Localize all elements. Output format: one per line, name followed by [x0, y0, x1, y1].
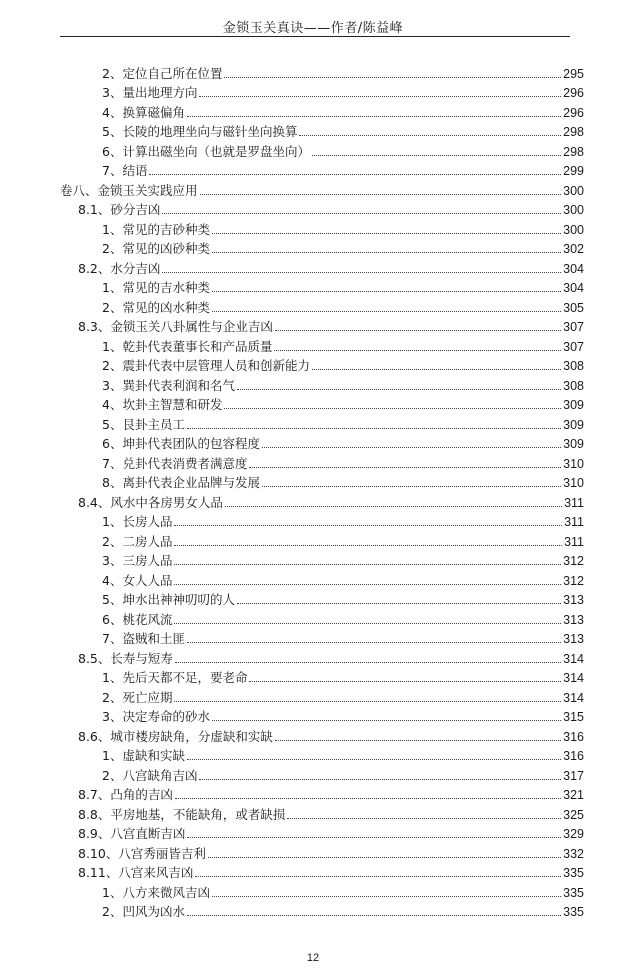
toc-entry-label: 8.1、砂分吉凶 [78, 202, 161, 217]
toc-entry-label: 2、凹风为凶水 [102, 904, 185, 919]
toc-entry[interactable] [102, 277, 584, 297]
toc-dot-leader [312, 369, 561, 370]
toc-entry-label: 8.5、长寿与短寿 [78, 650, 173, 666]
toc-entry[interactable] [102, 160, 584, 180]
toc-entry-label: 1、虚缺和实缺 [102, 748, 185, 763]
toc-entry-label: 8.10、八宫秀丽皆吉利 [78, 845, 206, 861]
toc-entry[interactable] [102, 238, 584, 258]
toc-entry-page: 298 [563, 125, 584, 139]
toc-entry-page: 298 [563, 144, 584, 159]
toc-entry-page: 310 [563, 476, 584, 490]
toc-entry-label: 2、常见的凶砂种类 [102, 241, 210, 256]
toc-dot-leader [195, 876, 561, 877]
toc-entry-page: 299 [563, 164, 584, 178]
toc-dot-leader [287, 818, 561, 819]
toc-entry-page: 317 [563, 768, 584, 783]
toc-entry-label: 3、三房人品 [102, 553, 173, 568]
toc-entry[interactable] [102, 608, 584, 628]
toc-entry-page: 300 [563, 203, 584, 217]
toc-entry-page: 316 [563, 729, 584, 744]
toc-dot-leader [224, 77, 561, 78]
toc-entry-page: 313 [563, 593, 584, 607]
toc-entry-page: 300 [563, 183, 584, 198]
toc-entry-page: 296 [563, 105, 584, 120]
toc-dot-leader [262, 486, 561, 487]
toc-entry[interactable] [102, 140, 584, 160]
toc-entry[interactable] [102, 433, 584, 453]
toc-entry-page: 313 [563, 632, 584, 646]
toc-entry[interactable] [102, 628, 584, 648]
toc-entry-page: 309 [563, 398, 584, 412]
toc-dot-leader [212, 311, 561, 312]
toc-entry-page: 310 [563, 456, 584, 471]
toc-entry-page: 329 [563, 827, 584, 841]
toc-entry[interactable] [102, 569, 584, 589]
toc-entry-label: 8.2、水分吉凶 [78, 260, 161, 276]
toc-entry[interactable] [78, 725, 584, 745]
toc-dot-leader [212, 896, 561, 897]
toc-dot-leader [312, 155, 561, 156]
page-number: 12 [306, 952, 320, 964]
toc-entry-label: 2、八宫缺角吉凶 [102, 767, 198, 783]
toc-dot-leader [275, 330, 561, 331]
toc-entry-label: 3、巽卦代表利润和名气 [102, 377, 235, 393]
toc-dot-leader [274, 350, 561, 351]
toc-entry-page: 302 [563, 242, 584, 256]
toc-entry-page: 315 [563, 710, 584, 724]
toc-dot-leader [187, 759, 561, 760]
toc-entry[interactable] [102, 296, 584, 316]
toc-entry-label: 2、震卦代表中层管理人员和创新能力 [102, 358, 310, 373]
toc-entry-label: 3、决定寿命的砂水 [102, 709, 210, 724]
toc-entry-label: 8.7、凸角的吉凶 [78, 787, 173, 802]
toc-entry[interactable] [102, 745, 584, 765]
toc-entry[interactable] [78, 862, 584, 882]
toc-entry[interactable] [102, 355, 584, 375]
toc-dot-leader [225, 506, 562, 507]
toc-entry-page: 295 [563, 66, 584, 81]
toc-entry[interactable] [78, 647, 584, 667]
toc-entry-page: 312 [563, 554, 584, 568]
toc-dot-leader [212, 291, 561, 292]
toc-entry-page: 311 [564, 495, 584, 510]
toc-dot-leader [187, 642, 561, 643]
toc-entry-page: 311 [564, 534, 584, 549]
toc-entry-page: 307 [563, 320, 584, 334]
toc-entry-label: 5、艮卦主员工 [102, 416, 185, 432]
toc-dot-leader [187, 116, 561, 117]
toc-dot-leader [175, 662, 561, 663]
toc-entry-page: 307 [563, 339, 584, 354]
toc-entry[interactable] [102, 706, 584, 726]
toc-entry[interactable] [102, 121, 584, 141]
toc-entry-page: 313 [563, 612, 584, 627]
toc-entry[interactable] [102, 589, 584, 609]
running-header-title: 金锁玉关真诀——作者/陈益峰 [222, 21, 404, 36]
toc-entry-label: 8.9、八宫直断吉凶 [78, 826, 186, 841]
toc-dot-leader [249, 681, 561, 682]
toc-entry-page: 321 [563, 788, 584, 802]
toc-entry-page: 300 [563, 222, 584, 237]
toc-entry-label: 3、量出地理方向 [102, 85, 198, 100]
toc-entry-label: 8.4、风水中各房男女人品 [78, 494, 223, 510]
toc-entry-page: 296 [563, 86, 584, 100]
toc-dot-leader [262, 447, 561, 448]
toc-dot-leader [175, 798, 561, 799]
toc-entry[interactable] [102, 452, 584, 472]
toc-dot-leader [212, 252, 561, 253]
toc-dot-leader [249, 467, 561, 468]
toc-entry-page: 308 [563, 378, 584, 393]
toc-entry[interactable] [102, 101, 584, 121]
toc-entry[interactable] [60, 179, 584, 199]
toc-entry[interactable] [78, 784, 584, 804]
toc-dot-leader [174, 564, 561, 565]
toc-entry-label: 2、常见的凶水种类 [102, 299, 210, 315]
toc-entry-label: 8.6、城市楼房缺角，分虚缺和实缺 [78, 728, 273, 744]
toc-entry-label: 卷八、金锁玉关实践应用 [60, 182, 198, 198]
toc-entry-label: 1、常见的吉砂种类 [102, 221, 210, 237]
toc-entry[interactable] [78, 803, 584, 823]
toc-entry-label: 8、离卦代表企业品牌与发展 [102, 475, 260, 490]
toc-entry-label: 4、换算磁偏角 [102, 104, 185, 120]
toc-entry-label: 2、定位自己所在位置 [102, 65, 223, 81]
toc-entry-label: 7、盗贼和土匪 [102, 631, 185, 646]
toc-entry[interactable] [102, 218, 584, 238]
toc-entry-label: 1、长房人品 [102, 514, 173, 529]
toc-entry[interactable] [78, 257, 584, 277]
toc-entry[interactable] [102, 394, 584, 414]
toc-entry-page: 305 [563, 300, 584, 315]
toc-entry-label: 6、桃花风流 [102, 611, 173, 627]
toc-dot-leader [237, 603, 561, 604]
toc-dot-leader [187, 915, 561, 916]
toc-dot-leader [174, 701, 561, 702]
toc-dot-leader [162, 213, 561, 214]
toc-entry[interactable] [102, 530, 584, 550]
toc-entry[interactable] [102, 62, 584, 82]
toc-entry-label: 8.3、金锁玉关八卦属性与企业吉凶 [78, 319, 273, 334]
toc-dot-leader [224, 408, 561, 409]
toc-entry-page: 332 [563, 846, 584, 861]
toc-entry[interactable] [102, 667, 584, 687]
toc-dot-leader [174, 525, 562, 526]
toc-dot-leader [174, 623, 561, 624]
toc-entry[interactable] [102, 901, 584, 921]
toc-dot-leader [212, 233, 561, 234]
toc-dot-leader [212, 720, 561, 721]
toc-entry[interactable] [102, 413, 584, 433]
toc-entry-page: 308 [563, 359, 584, 373]
toc-entry-page: 312 [563, 573, 584, 588]
toc-entry-label: 2、二房人品 [102, 533, 173, 549]
toc-entry-label: 8.8、平房地基，不能缺角，或者缺损 [78, 806, 286, 822]
toc-entry[interactable] [102, 686, 584, 706]
toc-entry-label: 5、坤水出神神叨叨的人 [102, 592, 235, 607]
toc-entry-page: 311 [564, 515, 584, 529]
toc-entry-page: 309 [563, 437, 584, 451]
toc-dot-leader [199, 96, 561, 97]
toc-entry[interactable] [102, 550, 584, 570]
toc-entry[interactable] [102, 511, 584, 531]
toc-entry-label: 5、长陵的地理坐向与磁针坐向换算 [102, 124, 298, 139]
toc-entry-page: 304 [563, 261, 584, 276]
toc-entry-label: 6、坤卦代表团队的包容程度 [102, 436, 260, 451]
toc-entry[interactable] [102, 881, 584, 901]
toc-dot-leader [149, 174, 561, 175]
toc-entry-page: 314 [563, 651, 584, 666]
toc-entry-label: 1、八方来微风吉凶 [102, 884, 210, 900]
toc-entry-label: 4、坎卦主智慧和研发 [102, 397, 223, 412]
toc-entry-page: 304 [563, 281, 584, 295]
toc-entry[interactable] [78, 491, 584, 511]
toc-entry[interactable] [102, 335, 584, 355]
toc-entry-label: 7、兑卦代表消费者满意度 [102, 455, 248, 471]
toc-entry[interactable] [78, 823, 584, 843]
toc-entry[interactable] [78, 842, 584, 862]
toc-dot-leader [187, 428, 561, 429]
toc-entry-label: 4、女人人品 [102, 572, 173, 588]
toc-entry[interactable] [102, 82, 584, 102]
header-rule [60, 36, 570, 37]
toc-dot-leader [237, 389, 561, 390]
toc-entry-page: 325 [563, 807, 584, 822]
toc-dot-leader [174, 584, 561, 585]
toc-dot-leader [199, 779, 561, 780]
toc-dot-leader [187, 837, 561, 838]
toc-dot-leader [275, 740, 561, 741]
toc-entry[interactable] [102, 764, 584, 784]
toc-entry-label: 6、计算出磁坐向（也就是罗盘坐向） [102, 143, 310, 159]
toc-entry-page: 335 [563, 866, 584, 880]
toc-entry-label: 7、结语 [102, 163, 148, 178]
toc-dot-leader [208, 857, 561, 858]
toc-entry-page: 316 [563, 749, 584, 763]
toc-entry-label: 1、乾卦代表董事长和产品质量 [102, 338, 273, 354]
toc-entry[interactable] [78, 199, 584, 219]
toc-entry[interactable] [102, 374, 584, 394]
toc-entry-page: 314 [563, 690, 584, 705]
toc-entry-label: 8.11、八宫来风吉凶 [78, 865, 194, 880]
toc-entry-page: 314 [563, 671, 584, 685]
toc-entry-page: 335 [563, 905, 584, 919]
toc-entry[interactable] [102, 472, 584, 492]
toc-dot-leader [200, 194, 562, 195]
toc-entry[interactable] [78, 316, 584, 336]
toc-dot-leader [299, 135, 561, 136]
toc-entry-page: 309 [563, 417, 584, 432]
toc-entry-label: 1、常见的吉水种类 [102, 280, 210, 295]
toc-dot-leader [174, 545, 562, 546]
toc-entry-label: 1、先后天都不足，要老命 [102, 670, 248, 685]
toc-entry-page: 335 [563, 885, 584, 900]
toc-entry-label: 2、死亡应期 [102, 689, 173, 705]
toc-dot-leader [162, 272, 561, 273]
